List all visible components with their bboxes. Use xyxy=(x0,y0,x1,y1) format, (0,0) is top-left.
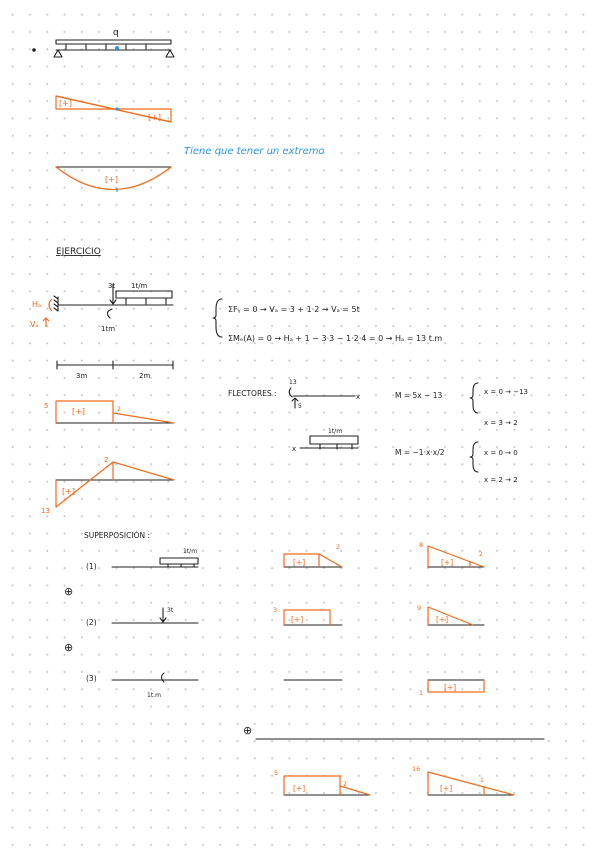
row2-moment-value: 9 xyxy=(417,604,422,612)
row2-shear-sign: [+] xyxy=(291,615,304,624)
flectores-label: FLECTORES : xyxy=(228,389,277,398)
superposition-heading: SUPERPOSICIÓN : xyxy=(84,531,150,540)
intro-shear-neg-sign: [+] xyxy=(148,113,161,122)
row3-label: (3) xyxy=(86,674,97,683)
eq2-case2: x = 2 → 2 xyxy=(484,476,518,484)
total-shear-step: 2 xyxy=(343,781,347,788)
plus-sign-1: ⊕ xyxy=(64,585,74,598)
shear-step-label: 2 xyxy=(117,406,121,413)
row1-label: (1) xyxy=(86,562,97,571)
eq1-case2: x = 3 → 2 xyxy=(484,419,518,427)
intro-moment-sign: [+] xyxy=(105,175,118,184)
row1-shear-value: 2 xyxy=(336,543,341,551)
exercise-dist-load: 1t/m xyxy=(131,282,148,290)
support-va-label: Vₐ xyxy=(30,320,39,329)
plus-sign-total: ⊕ xyxy=(243,724,253,737)
superposition-row-2 xyxy=(86,604,484,627)
moment-sign: [+] xyxy=(62,487,75,496)
intro-beam-diagram xyxy=(32,28,174,57)
superposition-row-1 xyxy=(86,541,484,571)
row1-moment-sign: [+] xyxy=(441,558,454,567)
intro-note: Tiene que tener un extremo xyxy=(184,146,325,157)
flec-x2: x xyxy=(292,445,297,453)
row1-shear-sign: [+] xyxy=(293,558,306,567)
moment-peak-label: 2 xyxy=(104,456,109,464)
total-moment-right: 1 xyxy=(480,777,484,784)
row3-moment-sign: [+] xyxy=(444,683,457,692)
eq2-case1: x = 0 → 0 xyxy=(484,449,518,457)
moment-bottom-label: 13 xyxy=(41,507,50,515)
flectores-section xyxy=(228,379,528,484)
exercise-shear-diagram xyxy=(44,401,174,423)
row1-load: 1t/m xyxy=(183,548,198,555)
row2-load: 3t xyxy=(167,607,174,614)
exercise-moment-load: 1tm xyxy=(101,325,116,333)
row1-moment-right: 2 xyxy=(479,551,483,558)
row2-shear-value: 3 xyxy=(273,606,278,614)
exercise-dimension-line xyxy=(57,361,173,380)
exercise-beam-diagram xyxy=(30,282,173,333)
eq-forces: ΣFᵧ = 0 → Vₐ = 3 + 1·2 → Vₐ = 5t xyxy=(228,305,360,314)
shear-top-left-label: 5 xyxy=(44,402,49,410)
total-moment-diagram xyxy=(412,765,514,795)
flec-x1: x xyxy=(356,393,361,401)
total-shear-left: 5 xyxy=(274,769,279,777)
intro-shear-pos-sign: [+] xyxy=(59,99,72,108)
equilibrium-equations xyxy=(213,299,442,343)
exercise-point-load: 3t xyxy=(108,282,116,290)
exercise-moment-diagram xyxy=(41,456,174,515)
eq2: M = −1·x·x/2 xyxy=(395,448,445,457)
flec-moment-13: 13 xyxy=(289,379,297,386)
flec-load-label: 1t/m xyxy=(328,428,343,435)
total-shear-diagram xyxy=(274,769,370,795)
eq-moments: ΣMₑ(A) = 0 → Hₐ + 1 − 3·3 − 1·2·4 = 0 → Hₐ = 13 t.m xyxy=(228,334,443,343)
total-moment-left: 16 xyxy=(412,765,421,773)
intro-load-label: q xyxy=(113,28,119,38)
row2-moment-sign: [+] xyxy=(436,615,449,624)
dim-left-label: 3m xyxy=(76,372,88,380)
shear-sign: [+] xyxy=(72,407,85,416)
row3-moment-value: 1 xyxy=(419,689,424,697)
dim-right-label: 2m xyxy=(139,372,151,380)
eq1-case1: x = 0 → −13 xyxy=(484,388,528,396)
eq1: M = 5x − 13 xyxy=(395,391,443,400)
flec-reaction-5: 5 xyxy=(298,403,302,410)
superposition-row-3 xyxy=(86,673,484,699)
plus-sign-2: ⊕ xyxy=(64,641,74,654)
total-moment-sign: [+] xyxy=(440,784,453,793)
total-shear-sign: [+] xyxy=(293,784,306,793)
row2-label: (2) xyxy=(86,618,97,627)
support-ha-label: Hₐ xyxy=(32,300,42,309)
exercise-heading: EJERCICIO xyxy=(56,247,101,257)
intro-shear-diagram xyxy=(56,96,171,122)
intro-moment-diagram xyxy=(56,167,171,192)
row1-moment-value: 8 xyxy=(419,541,424,549)
row3-load: 1t.m xyxy=(147,692,161,699)
